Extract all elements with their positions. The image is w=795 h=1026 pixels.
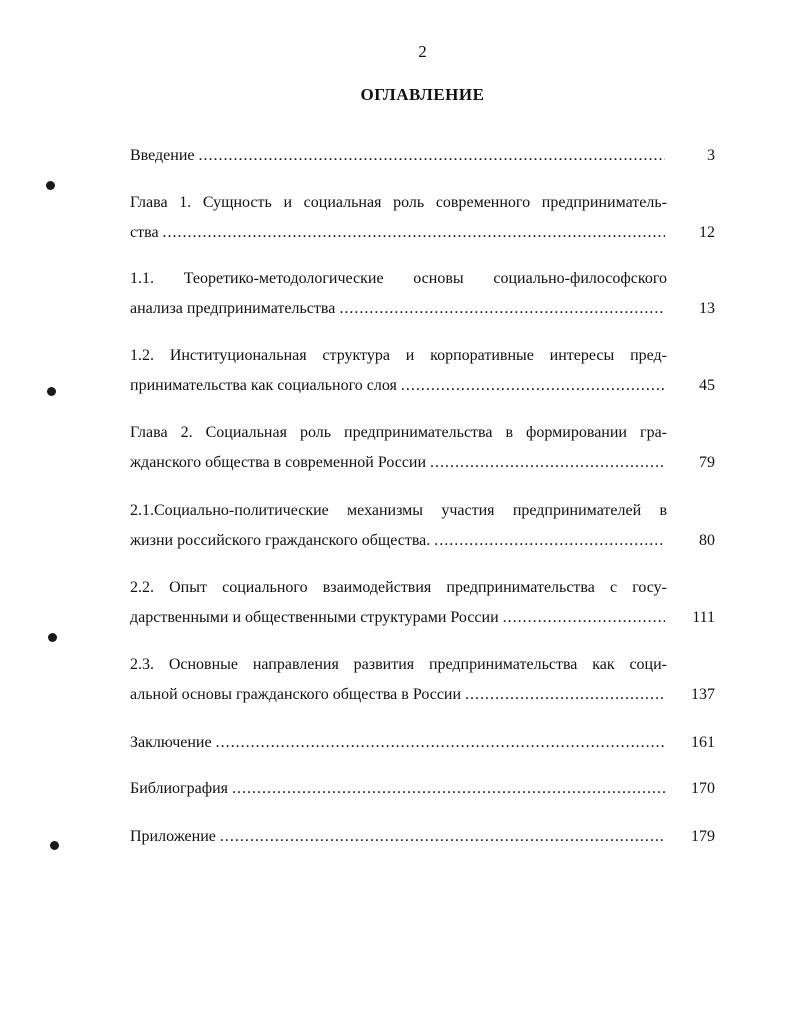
toc-entry-label-line-2: анализа предпринимательства [130,300,336,317]
toc-entry-section-2-3 [130,650,715,710]
toc-entry-introduction [130,141,715,171]
toc-entry-page: 137 [691,686,715,703]
toc-entry-label-line-2: дарственными и общественными структурами России [130,609,499,626]
toc-entry-label-line-2: принимательства как социального слоя [130,377,397,394]
toc-title: ОГЛАВЛЕНИЕ [360,85,485,104]
toc-entry-label-line-1: 2.3. Основные направления развития предпринимательства как соци- [130,656,667,673]
toc-entry-label-line-1: 2.2. Опыт социального взаимодействия предпринимательства с госу- [130,579,667,596]
dot-leader [434,526,665,556]
toc-entry-label-line-1: Глава 1. Сущность и социальная роль современного предприниматель- [130,194,667,211]
toc-entry-page: 45 [699,377,715,394]
toc-entry-label-line-2: жизни российского гражданского общества. [130,532,431,549]
toc-entry-label-line-1: 2.1.Социально-политические механизмы участия предпринимателей в [130,502,667,519]
punch-hole-mark [50,841,59,850]
dot-leader [430,448,665,478]
page-number: 2 [418,42,427,61]
punch-hole-mark [48,633,57,642]
toc-entry-label-line-1: 1.1. Теоретико-методологические основы социально-философского [130,270,667,287]
toc-entry-page: 13 [699,300,715,317]
toc-entry-page: 179 [691,828,715,845]
toc-entry-chapter-2 [130,418,715,478]
toc-entry-section-1-2 [130,341,715,401]
toc-entry-label-line-2: ства [130,224,159,241]
toc-entry-page: 161 [691,734,715,751]
toc-entry-page: 80 [699,532,715,549]
toc-entry-page: 111 [692,609,715,626]
toc-entry-section-2-1 [130,496,715,556]
toc-entry-page: 79 [699,454,715,471]
dot-leader [232,774,665,804]
toc-entry-label: Библиография [130,780,228,797]
dot-leader [465,680,665,710]
toc-entry-label-line-2: альной основы гражданского общества в России [130,686,462,703]
dot-leader [163,218,665,248]
punch-hole-mark [47,387,56,396]
toc-entry-section-1-1 [130,264,715,324]
dot-leader [339,294,665,324]
toc-entry-page: 3 [707,147,715,164]
toc-entry-section-2-2 [130,573,715,633]
toc-entry-label-line-2: жданского общества в современной России [130,454,427,471]
dot-leader [199,141,666,171]
toc-entry-label-line-1: 1.2. Институциональная структура и корпоративные интересы пред- [130,347,667,364]
toc-entry-bibliography [130,774,715,804]
toc-entry-label: Введение [130,147,195,164]
toc-entry-appendix [130,822,715,852]
dot-leader [220,822,665,852]
dot-leader [401,371,665,401]
toc-entry-label: Заключение [130,734,212,751]
toc-entry-page: 170 [691,780,715,797]
toc-entry-label: Приложение [130,828,216,845]
toc-entry-chapter-1 [130,188,715,248]
toc-entry-page: 12 [699,224,715,241]
toc-entry-conclusion [130,728,715,758]
dot-leader [216,728,665,758]
dot-leader [503,603,665,633]
punch-hole-mark [46,181,55,190]
toc-entry-label-line-1: Глава 2. Социальная роль предпринимательства в формировании гра- [130,424,667,441]
